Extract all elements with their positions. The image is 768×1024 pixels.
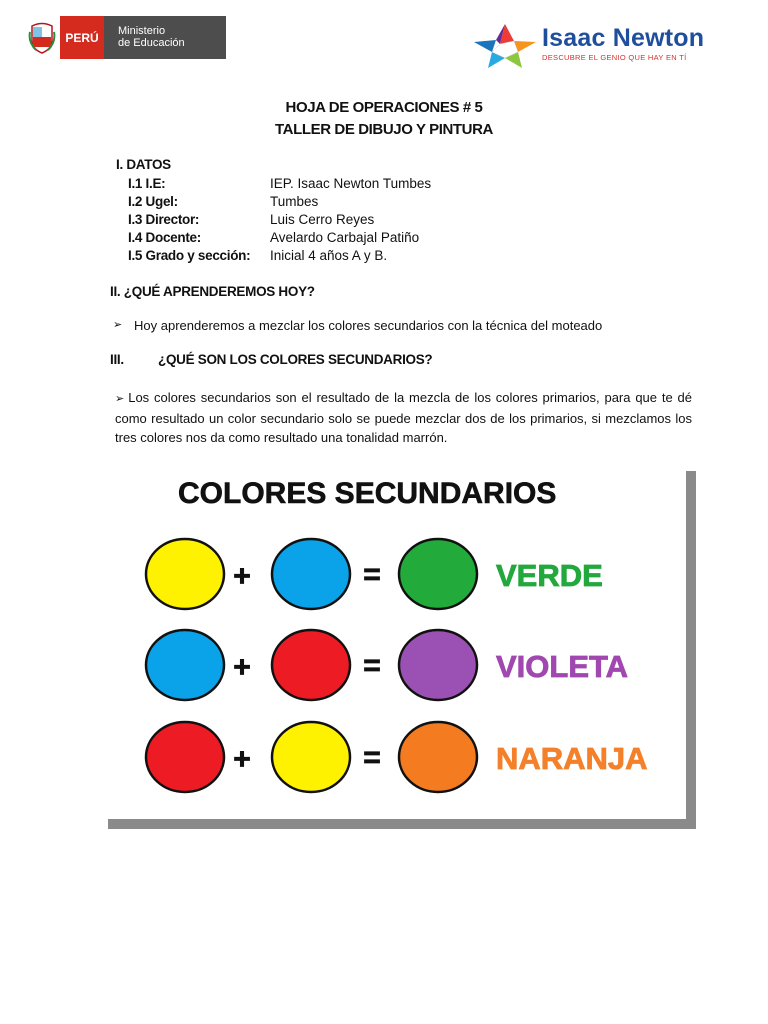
datos-row: [128, 212, 688, 230]
violet-circle: [399, 630, 477, 700]
minedu-logo: [24, 16, 226, 59]
school-star-icon: [470, 20, 540, 70]
plus-sign: +: [233, 651, 251, 684]
yellow-circle: [272, 722, 350, 792]
equals-sign: =: [363, 649, 381, 682]
plus-sign: +: [233, 560, 251, 593]
result-label-naranja: NARANJA: [496, 741, 648, 776]
datos-value: Avelardo Carbajal Patiño: [270, 230, 420, 245]
datos-value: IEP. Isaac Newton Tumbes: [270, 176, 432, 191]
datos-value: Luis Cerro Reyes: [270, 212, 375, 227]
equals-sign: =: [363, 558, 381, 591]
datos-heading: I. DATOS: [116, 157, 171, 172]
document-title: HOJA DE OPERACIONES # 5: [285, 99, 483, 116]
section3-number: III.: [110, 352, 124, 367]
peru-label: PERÚ: [60, 16, 104, 59]
ministry-label: [104, 16, 226, 59]
datos-label: I.5 Grado y sección:: [128, 248, 251, 263]
blue-circle: [146, 630, 224, 700]
green-circle: [399, 539, 477, 609]
section3-bullet-text: Los colores secundarios son el resultado de la mezcla de los colores primarios, para que te dé como resultado un color secundario solo se puede mezclar dos de los primarios, si mezclamos los tres colores nos da como resultado una tonalidad marrón.: [115, 390, 692, 445]
datos-label: I.4 Docente:: [128, 230, 201, 245]
section3-bullet: [115, 388, 692, 447]
datos-label: I.2 Ugel:: [128, 194, 178, 209]
section2-bullet-text: Hoy aprenderemos a mezclar los colores secundarios con la técnica del moteado: [134, 318, 603, 333]
datos-row: [128, 194, 688, 212]
result-label-verde: VERDE: [496, 558, 603, 593]
arrow-bullet-icon: ➢: [115, 393, 125, 405]
datos-row: [128, 230, 688, 248]
secondary-colors-diagram: [100, 463, 686, 819]
datos-label: I.1 I.E:: [128, 176, 166, 191]
ministry-line2: de Educación: [118, 37, 185, 49]
plus-sign: +: [233, 743, 251, 776]
yellow-circle: [146, 539, 224, 609]
equals-sign: =: [363, 741, 381, 774]
datos-value: Inicial 4 años A y B.: [270, 248, 388, 263]
section3-title: ¿QUÉ SON LOS COLORES SECUNDARIOS?: [158, 352, 433, 367]
image-heading: COLORES SECUNDARIOS: [178, 477, 557, 510]
school-name: Isaac Newton: [542, 24, 705, 52]
datos-row: [128, 176, 688, 194]
orange-circle: [399, 722, 477, 792]
datos-row: [128, 248, 688, 266]
result-label-violeta: VIOLETA: [496, 649, 629, 684]
section2-heading: II. ¿QUÉ APRENDEREMOS HOY?: [110, 284, 315, 299]
peru-shield-icon: [24, 16, 60, 59]
secondary-colors-image: [100, 463, 686, 819]
school-tagline: DESCUBRE EL GENIO QUE HAY EN TÍ: [542, 53, 687, 62]
blue-circle: [272, 539, 350, 609]
red-circle: [146, 722, 224, 792]
datos-label: I.3 Director:: [128, 212, 200, 227]
school-logo: [470, 20, 730, 70]
red-circle: [272, 630, 350, 700]
datos-value: Tumbes: [270, 194, 319, 209]
ministry-line1: Ministerio: [118, 25, 166, 37]
arrow-bullet-icon: ➢: [113, 319, 123, 331]
document-subtitle: TALLER DE DIBUJO Y PINTURA: [275, 121, 493, 138]
